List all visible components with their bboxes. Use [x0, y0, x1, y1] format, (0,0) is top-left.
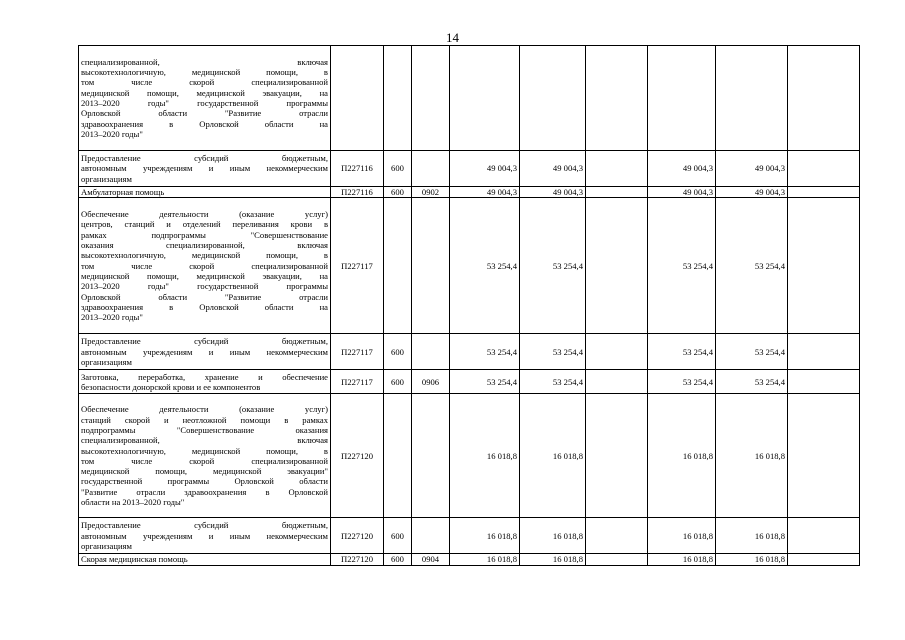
row-value-3 [586, 187, 648, 198]
row-description-line: 2013–2020 годы" [81, 312, 143, 323]
row-code-rz [412, 518, 450, 554]
row-description [79, 394, 331, 518]
row-value-6 [788, 187, 860, 198]
row-description-line: организациям [81, 356, 132, 367]
row-description [79, 198, 331, 334]
row-description [79, 554, 331, 565]
row-description-line: организациям [81, 540, 132, 551]
row-value-3 [586, 46, 648, 151]
row-description-line: 2013–2020 годы" [81, 128, 143, 139]
row-value-2: 16 018,8 [520, 518, 586, 554]
row-description-line: Обеспечение деятельности (оказание услуг) [81, 404, 328, 415]
row-value-5: 49 004,3 [716, 151, 788, 187]
row-description-line: Предоставление субсидий бюджетным, [81, 153, 328, 164]
row-description-line: безопасности донорской крови и ее компонентов [81, 381, 261, 392]
row-description-line: здравоохранения в Орловской области на [81, 301, 328, 312]
row-code-vr [384, 46, 412, 151]
row-description-line: Заготовка, переработка, хранение и обеспечение [81, 371, 328, 382]
table-row [79, 198, 860, 334]
row-description-line: том числе скорой специализированной [81, 260, 328, 271]
row-description-line: Скорая медицинская помощь [81, 554, 188, 565]
row-value-6 [788, 394, 860, 518]
row-value-6 [788, 46, 860, 151]
row-value-1 [450, 46, 520, 151]
row-value-1: 16 018,8 [450, 518, 520, 554]
budget-table-body [79, 46, 860, 566]
table-row [79, 187, 860, 198]
row-description-line: высокотехнологичную, медицинской помощи, в [81, 250, 328, 261]
row-code-rz: 0904 [412, 554, 450, 565]
row-code-vr: 600 [384, 334, 412, 370]
row-value-4: 16 018,8 [648, 394, 716, 518]
row-code-rz [412, 46, 450, 151]
row-value-5: 53 254,4 [716, 198, 788, 334]
row-description-line: 2013–2020 годы" государственной программы [81, 281, 328, 292]
row-value-2: 16 018,8 [520, 554, 586, 565]
row-value-3 [586, 198, 648, 334]
row-code-vr: 600 [384, 151, 412, 187]
row-value-5: 53 254,4 [716, 334, 788, 370]
table-row [79, 334, 860, 370]
row-value-6 [788, 151, 860, 187]
row-value-5: 16 018,8 [716, 394, 788, 518]
row-value-1: 49 004,3 [450, 187, 520, 198]
row-description-line: автономным учреждениям и иным некоммерческим [81, 163, 328, 174]
row-value-4 [648, 46, 716, 151]
row-code-csr: П227120 [331, 554, 384, 565]
row-value-4: 16 018,8 [648, 554, 716, 565]
row-value-3 [586, 151, 648, 187]
row-value-3 [586, 518, 648, 554]
row-code-rz [412, 151, 450, 187]
row-value-2 [520, 46, 586, 151]
row-description [79, 46, 331, 151]
row-description-line: автономным учреждениям и иным некоммерческим [81, 530, 328, 541]
row-description-line: рамках подпрограммы "Совершенствование [81, 229, 328, 240]
row-value-1: 53 254,4 [450, 198, 520, 334]
row-value-3 [586, 334, 648, 370]
row-value-1: 53 254,4 [450, 334, 520, 370]
row-code-csr: П227120 [331, 394, 384, 518]
row-code-vr [384, 394, 412, 518]
row-code-csr: П227116 [331, 187, 384, 198]
row-description-line: автономным учреждениям и иным некоммерческим [81, 346, 328, 357]
row-description-line: специализированной, включая [81, 56, 328, 67]
row-value-6 [788, 370, 860, 394]
row-code-rz: 0906 [412, 370, 450, 394]
row-value-4: 53 254,4 [648, 334, 716, 370]
row-description-line: организациям [81, 173, 132, 184]
row-description-line: медицинской помощи, медицинской эвакуации, на [81, 87, 328, 98]
row-description-line: медицинской помощи, медицинской эвакуации" [81, 466, 328, 477]
row-description-line: Орловской области "Развитие отрасли [81, 291, 328, 302]
row-description-line: специализированной, включая [81, 435, 328, 446]
row-description-line: здравоохранения в Орловской области на [81, 118, 328, 129]
row-description-line: Предоставление субсидий бюджетным, [81, 520, 328, 531]
row-value-4: 53 254,4 [648, 370, 716, 394]
row-description-line: высокотехнологичную, медицинской помощи, в [81, 445, 328, 456]
row-value-2: 53 254,4 [520, 370, 586, 394]
row-description-line: медицинской помощи, медицинской эвакуации, на [81, 270, 328, 281]
row-description-line: оказания специализированной, включая [81, 240, 328, 251]
row-description-line: подпрограммы "Совершенствование оказания [81, 424, 328, 435]
row-code-vr: 600 [384, 370, 412, 394]
row-value-3 [586, 394, 648, 518]
row-code-rz [412, 394, 450, 518]
row-value-5: 49 004,3 [716, 187, 788, 198]
row-code-vr: 600 [384, 518, 412, 554]
row-description-line: государственной программы Орловской области [81, 476, 328, 487]
row-code-rz [412, 198, 450, 334]
row-description-line: "Развитие отрасли здравоохранения в Орловской [81, 486, 328, 497]
row-description-line: Амбулаторная помощь [81, 187, 165, 197]
row-value-5: 16 018,8 [716, 554, 788, 565]
row-description [79, 334, 331, 370]
row-description-line: Предоставление субсидий бюджетным, [81, 336, 328, 347]
row-value-2: 53 254,4 [520, 334, 586, 370]
row-description-line: том числе скорой специализированной [81, 455, 328, 466]
row-description-line: том числе скорой специализированной [81, 77, 328, 88]
row-value-5: 16 018,8 [716, 518, 788, 554]
table-row [79, 554, 860, 565]
row-value-1: 16 018,8 [450, 394, 520, 518]
row-value-3 [586, 370, 648, 394]
row-description-line: Обеспечение деятельности (оказание услуг) [81, 209, 328, 220]
row-code-vr: 600 [384, 187, 412, 198]
row-code-vr [384, 198, 412, 334]
table-row [79, 394, 860, 518]
row-value-5: 53 254,4 [716, 370, 788, 394]
row-value-4: 49 004,3 [648, 187, 716, 198]
table-row [79, 518, 860, 554]
row-code-csr: П227116 [331, 151, 384, 187]
row-value-2: 53 254,4 [520, 198, 586, 334]
row-description [79, 151, 331, 187]
row-description-line: высокотехнологичную, медицинской помощи, в [81, 67, 328, 78]
row-description [79, 518, 331, 554]
row-value-6 [788, 554, 860, 565]
page-number: 14 [446, 30, 459, 45]
row-value-4: 16 018,8 [648, 518, 716, 554]
row-value-3 [586, 554, 648, 565]
row-description [79, 187, 331, 198]
row-description-line: 2013–2020 годы" государственной программы [81, 98, 328, 108]
row-value-6 [788, 334, 860, 370]
row-value-1: 53 254,4 [450, 370, 520, 394]
row-value-2: 49 004,3 [520, 187, 586, 198]
row-code-csr: П227120 [331, 518, 384, 554]
row-value-6 [788, 198, 860, 334]
row-value-1: 16 018,8 [450, 554, 520, 565]
table-row [79, 151, 860, 187]
row-value-5 [716, 46, 788, 151]
row-value-2: 16 018,8 [520, 394, 586, 518]
row-code-csr [331, 46, 384, 151]
row-description-line: Орловской области "Развитие отрасли [81, 108, 328, 119]
row-description-line: области на 2013–2020 годы" [81, 496, 185, 507]
table-row [79, 370, 860, 394]
row-code-rz [412, 334, 450, 370]
row-code-vr: 600 [384, 554, 412, 565]
row-description [79, 370, 331, 394]
budget-table [78, 45, 860, 566]
row-value-1: 49 004,3 [450, 151, 520, 187]
table-row [79, 46, 860, 151]
row-value-4: 53 254,4 [648, 198, 716, 334]
row-code-csr: П227117 [331, 370, 384, 394]
row-code-csr: П227117 [331, 198, 384, 334]
row-value-6 [788, 518, 860, 554]
row-code-csr: П227117 [331, 334, 384, 370]
row-code-rz: 0902 [412, 187, 450, 198]
row-description-line: центров, станций и отделений переливания крови в [81, 219, 328, 230]
row-value-4: 49 004,3 [648, 151, 716, 187]
row-value-2: 49 004,3 [520, 151, 586, 187]
row-description-line: станций скорой и неотложной помощи в рамках [81, 414, 328, 425]
